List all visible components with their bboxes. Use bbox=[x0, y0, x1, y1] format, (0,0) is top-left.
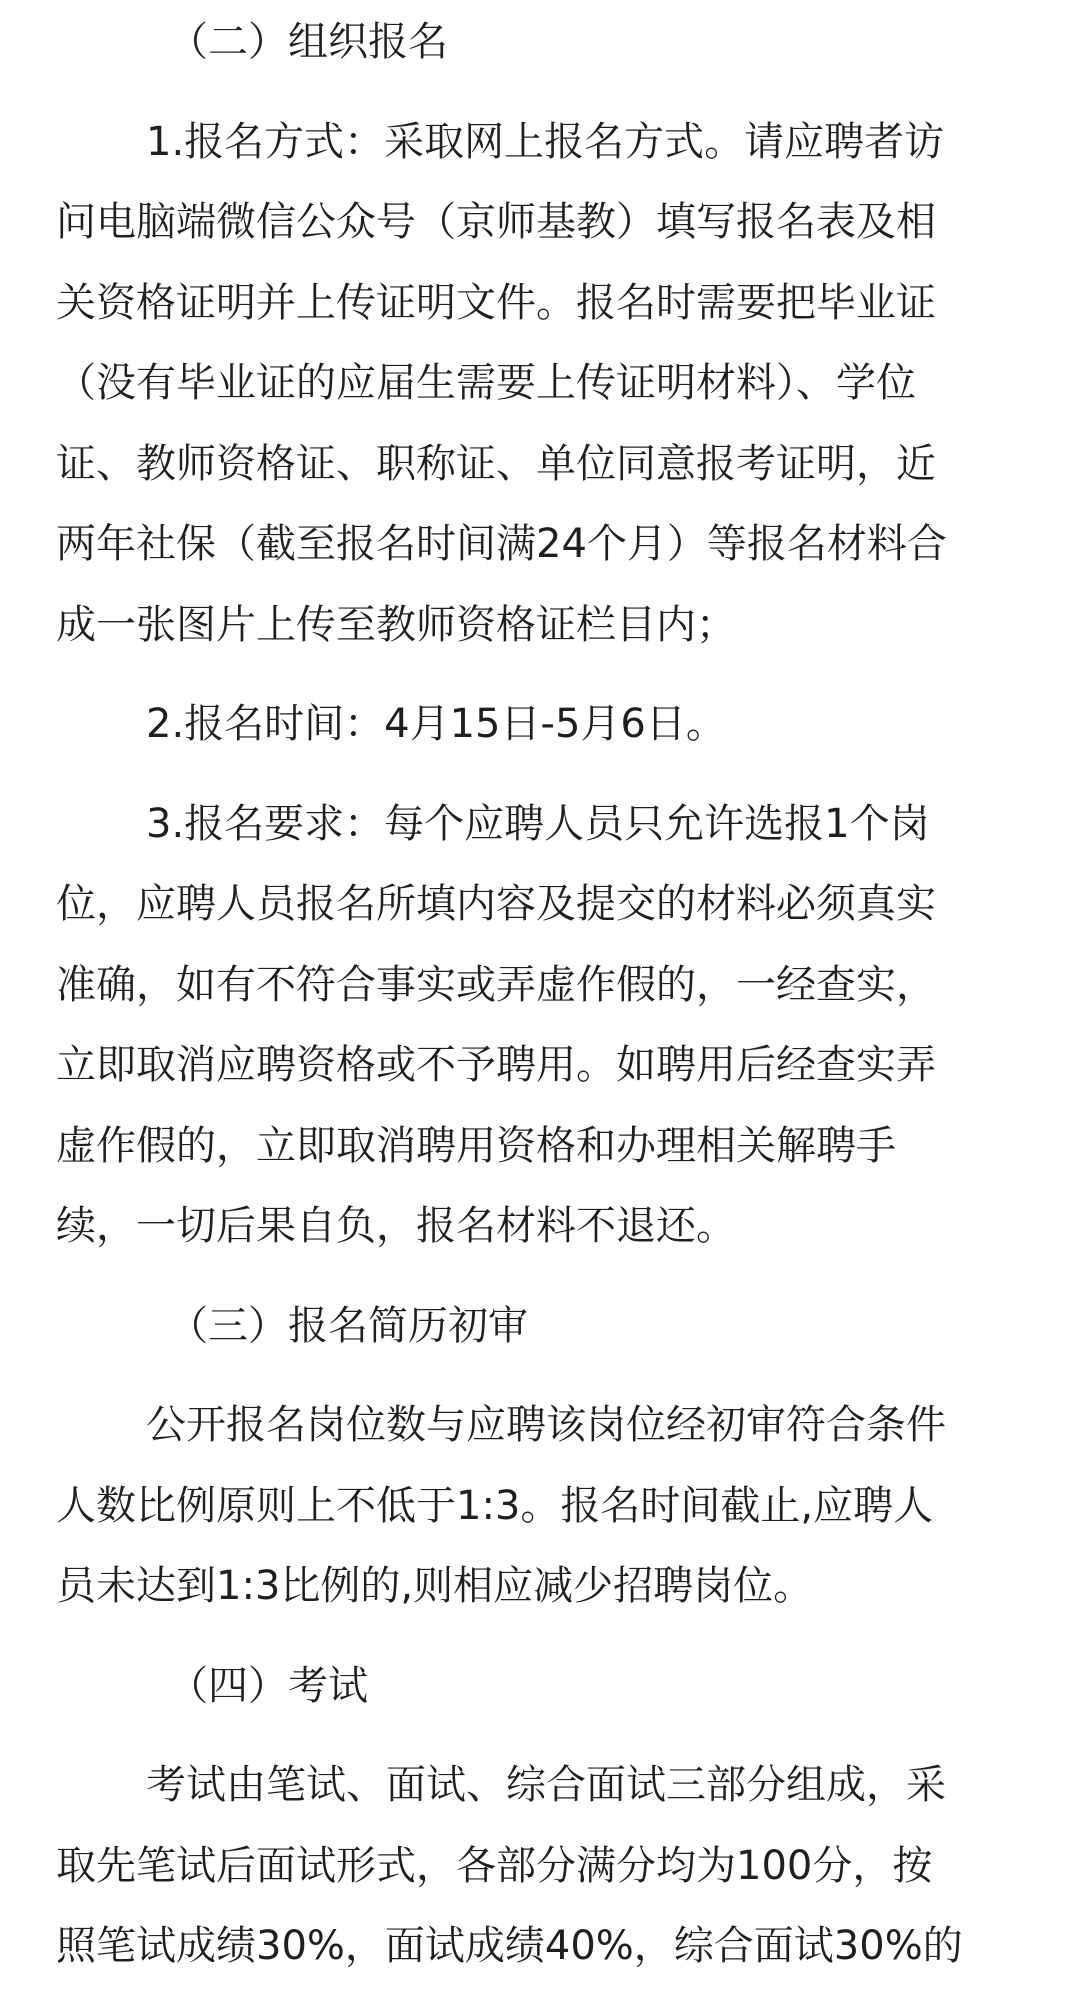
section-heading-3: （三）报名简历初审 bbox=[168, 1302, 528, 1349]
paragraph-line: 问电脑端微信公众号（京师基教）填写报名表及相 bbox=[56, 199, 936, 245]
paragraph-exam bbox=[56, 1745, 1024, 1987]
paragraph-line: 关资格证明并上传证明文件。报名时需要把毕业证 bbox=[56, 279, 936, 326]
paragraph-line: 续，一切后果自负，报名材料不退还。 bbox=[56, 1203, 736, 1249]
paragraph-line: 位，应聘人员报名所填内容及提交的材料必须真实 bbox=[56, 881, 936, 927]
paragraph-line: 立即取消应聘资格或不予聘用。如聘用后经查实弄 bbox=[56, 1042, 936, 1088]
paragraph-line: 1.报名方式：采取网上报名方式。请应聘者访 bbox=[146, 118, 945, 165]
paragraph-line: 公开报名岗位数与应聘该岗位经初审符合条件 bbox=[146, 1402, 946, 1448]
paragraph-line: 准确，如有不符合事实或弄虚作假的，一经查实， bbox=[56, 961, 936, 1008]
paragraph-line: 两年社保（截至报名时间满24个月）等报名材料合 bbox=[56, 521, 947, 567]
paragraph-line: 3.报名要求：每个应聘人员只允许选报1个岗 bbox=[146, 800, 930, 847]
paragraph-resume-review bbox=[56, 1385, 1024, 1627]
paragraph-line: 取先笔试后面试形式，各部分满分均为100分，按 bbox=[56, 1842, 933, 1889]
paragraph-line: 考试由笔试、面试、综合面试三部分组成，采 bbox=[146, 1762, 946, 1808]
paragraph-line: 2.报名时间：4月15日-5月6日。 bbox=[146, 701, 726, 747]
paragraph-registration-method bbox=[56, 102, 1024, 666]
paragraph-line: 虚作假的，立即取消聘用资格和办理相关解聘手 bbox=[56, 1122, 896, 1169]
paragraph-line: 照笔试成绩30%，面试成绩40%，综合面试30%的 bbox=[56, 1923, 963, 1969]
paragraph-line: （没有毕业证的应届生需要上传证明材料）、学位 bbox=[56, 360, 916, 406]
document-page bbox=[56, 0, 1024, 1987]
section-heading-4: （四）考试 bbox=[168, 1662, 368, 1709]
paragraph-line: 成一张图片上传至教师资格证栏目内； bbox=[56, 601, 736, 648]
paragraph-registration-time bbox=[56, 684, 1024, 765]
section-heading-2: （二）组织报名 bbox=[168, 19, 448, 65]
paragraph-line: 证、教师资格证、职称证、单位同意报考证明，近 bbox=[56, 440, 936, 487]
paragraph-line: 员未达到1:3比例的,则相应减少招聘岗位。 bbox=[56, 1563, 814, 1609]
paragraph-registration-requirements bbox=[56, 784, 1024, 1267]
paragraph-line: 人数比例原则上不低于1:3。报名时间截止,应聘人 bbox=[56, 1482, 934, 1529]
